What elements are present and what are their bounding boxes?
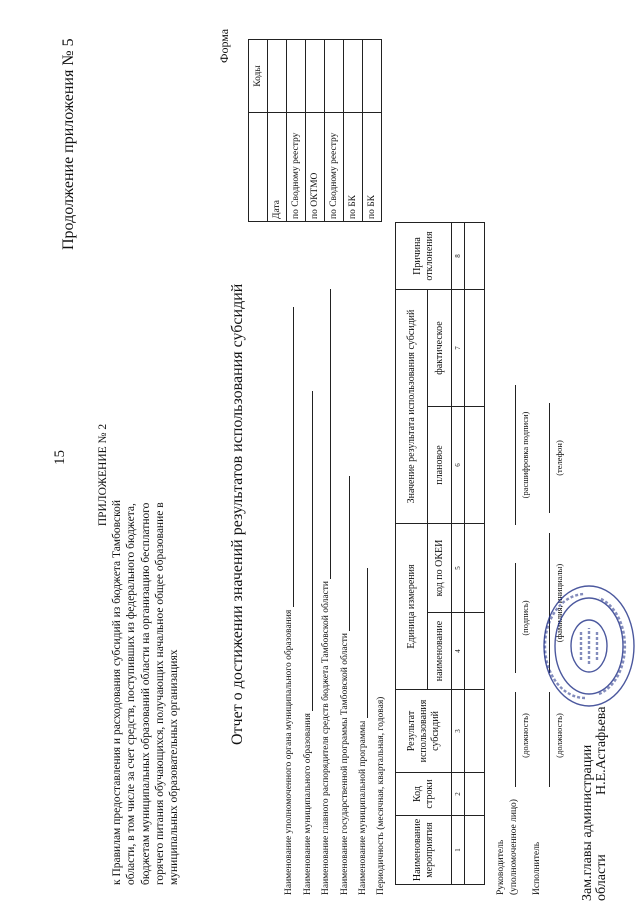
field-label: Наименование муниципальной программы (358, 720, 368, 895)
caption-decode: (расшифровка подписи) (520, 411, 530, 499)
form-fields (283, 289, 394, 895)
field-row (320, 289, 339, 895)
field-row (339, 289, 358, 895)
caption-name: (фамилия, инициалы) (554, 563, 564, 643)
codes-row-label: по Сводному реестру (287, 113, 306, 222)
field-row (283, 289, 302, 895)
appendix-line: области, в том числе за счет средств, поступивших из федерального бюджета, (125, 503, 138, 885)
data-cell[interactable] (465, 524, 485, 613)
header-code: Код строки (396, 773, 452, 816)
signatory-title: Зам.главы администрации (580, 744, 595, 901)
field-input-line[interactable] (357, 568, 368, 718)
field-row (302, 289, 321, 895)
column-number: 8 (452, 223, 465, 290)
codes-value-cell[interactable] (363, 40, 382, 113)
official-stamp-icon (541, 582, 637, 710)
page-number: 15 (52, 450, 68, 465)
header-result: Результат использования субсидий (396, 690, 452, 773)
executor-line-phone[interactable] (543, 403, 553, 513)
appendix-block (96, 185, 181, 885)
codes-row-label: Дата (268, 113, 287, 222)
signature-line-sign[interactable] (509, 563, 519, 673)
field-label: Наименование уполномоченного органа муниципального образования (284, 609, 294, 895)
column-number: 5 (452, 524, 465, 613)
header-unit: Единица измерения (396, 524, 428, 690)
data-cell[interactable] (465, 290, 485, 407)
data-cell[interactable] (465, 223, 485, 290)
data-cell[interactable] (465, 690, 485, 773)
header-reason: Причина отклонения (396, 223, 452, 290)
appendix-continuation-header: Продолжение приложения № 5 (60, 38, 77, 250)
codes-value-cell[interactable] (268, 40, 287, 113)
field-label: Наименование государственной программы Тамбовской области (339, 633, 350, 895)
data-cell[interactable] (465, 773, 485, 816)
field-row (357, 289, 376, 895)
field-label: Наименование главного распорядителя средств бюджета Тамбовской области (321, 581, 331, 895)
column-number: 3 (452, 690, 465, 773)
header-planned: плановое (428, 407, 452, 524)
field-label: Наименование муниципального образования (302, 713, 313, 895)
column-number: 2 (452, 773, 465, 816)
signature-line-decode[interactable] (509, 385, 519, 525)
header-event: Наименование мероприятия (396, 816, 452, 885)
head-label-2: (уполномоченное лицо) (509, 799, 519, 895)
appendix-title: ПРИЛОЖЕНИЕ № 2 (97, 423, 109, 527)
header-unit-name: наименование (428, 613, 452, 690)
caption-position: (должность) (520, 713, 530, 758)
header-value: Значение результата использования субсидий (396, 290, 428, 524)
column-number: 4 (452, 613, 465, 690)
header-actual: фактическое (428, 290, 452, 407)
codes-value-cell[interactable] (325, 40, 344, 113)
appendix-line: муниципальных образовательных организациях (168, 649, 181, 885)
appendix-line: горячего питания обучающихся, получающих начальное общее образование в (153, 502, 166, 885)
field-row (376, 289, 395, 895)
data-cell[interactable] (465, 407, 485, 524)
field-input-line[interactable] (339, 476, 350, 631)
codes-blank-cell (249, 113, 268, 222)
caption-phone: (телефон) (554, 440, 564, 476)
column-number: 1 (452, 816, 465, 885)
codes-value-cell[interactable] (306, 40, 325, 113)
codes-row-label: по БК (344, 113, 363, 222)
column-number: 6 (452, 407, 465, 524)
codes-value-cell[interactable] (344, 40, 363, 113)
periodicity-label: Периодичность (месячная, квартальная, годовая) (375, 696, 386, 895)
codes-row-label: по ОКТМО (306, 113, 325, 222)
field-input-line[interactable] (302, 391, 313, 711)
codes-row-label: по БК (363, 113, 382, 222)
field-input-line[interactable] (283, 307, 294, 607)
data-cell[interactable] (465, 816, 485, 885)
data-cell[interactable] (465, 613, 485, 690)
field-input-line[interactable] (320, 289, 331, 579)
appendix-line: к Правилам предоставления и расходования субсидий из бюджета Тамбовской (111, 499, 124, 885)
head-label-1: Руководитель (496, 839, 506, 895)
signatory-name: Н.Е.Астафьева (594, 706, 609, 795)
header-unit-okei: код по ОКЕИ (428, 524, 452, 613)
form-label: Форма (217, 28, 231, 63)
codes-header: Коды (249, 40, 268, 113)
caption-signature: (подпись) (520, 600, 530, 636)
codes-value-cell[interactable] (287, 40, 306, 113)
codes-table (248, 39, 382, 222)
executor-label: Исполнитель (532, 841, 542, 895)
signatory-region: области (594, 854, 609, 901)
report-title: Отчет о достижении значений результатов использования субсидий (229, 283, 246, 745)
appendix-line: бюджетам муниципальных образований области на организацию бесплатного (139, 502, 152, 885)
results-table (395, 222, 485, 885)
caption-position-2: (должность) (554, 713, 564, 758)
signature-line-position[interactable] (509, 692, 519, 787)
codes-row-label: по Сводному реестру (325, 113, 344, 222)
column-number: 7 (452, 290, 465, 407)
